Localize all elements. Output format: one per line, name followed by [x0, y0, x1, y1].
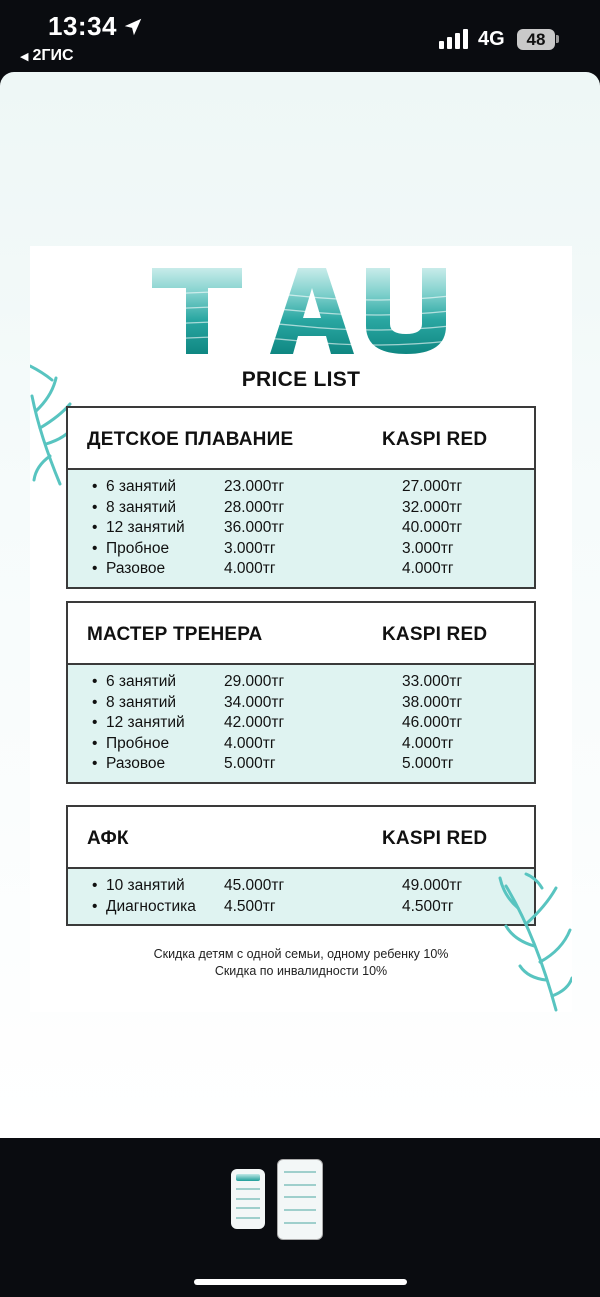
row-price: 3.000тг: [224, 539, 276, 557]
row-label: 6 занятий: [106, 478, 177, 495]
price-row: [68, 478, 534, 499]
back-app-label: 2ГИС: [32, 47, 74, 64]
section-kaspi-label: KASPI RED: [382, 624, 488, 645]
section-header: [68, 408, 534, 470]
section-header: [68, 603, 534, 665]
section-header: [68, 807, 534, 869]
network-type: 4G: [478, 28, 505, 50]
tau-logo: [150, 266, 450, 356]
thumbnail-line: [284, 1184, 316, 1186]
price-row: [68, 519, 534, 540]
row-label: 10 занятий: [106, 877, 185, 894]
row-label: 8 занятий: [106, 693, 177, 711]
section-body: [68, 665, 534, 782]
row-price: 4.000тг: [224, 734, 276, 752]
bullet-icon: •: [92, 897, 98, 915]
row-label: 8 занятий: [106, 498, 177, 516]
thumbnail-2-selected[interactable]: [277, 1159, 323, 1240]
section-title: АФК: [87, 828, 129, 849]
bullet-icon: •: [92, 560, 98, 578]
row-price: 4.500тг: [224, 897, 276, 915]
row-kaspi-price: 4.000тг: [402, 560, 454, 578]
row-kaspi-price: 49.000тг: [402, 877, 463, 894]
row-kaspi-price: 46.000тг: [402, 714, 463, 732]
section-afk: [66, 805, 536, 926]
section-master-trenera: [66, 601, 536, 784]
row-kaspi-price: 38.000тг: [402, 693, 463, 711]
thumbnail-line: [284, 1196, 316, 1198]
section-title: ДЕТСКОЕ ПЛАВАНИЕ: [87, 429, 294, 450]
row-label: Разовое: [106, 560, 166, 578]
bullet-icon: •: [92, 498, 98, 516]
price-row: [68, 560, 534, 581]
row-price: 34.000тг: [224, 693, 285, 711]
bullet-icon: •: [92, 877, 98, 894]
row-label: 12 занятий: [106, 714, 185, 732]
leaf-decoration-right-icon: [496, 866, 572, 1012]
row-label: 12 занятий: [106, 519, 185, 537]
battery-icon: 48: [517, 29, 555, 50]
back-triangle-icon: ◀: [20, 50, 29, 63]
price-row: [68, 735, 534, 756]
back-to-app-button[interactable]: [20, 47, 74, 65]
thumbnail-line: [236, 1207, 260, 1209]
row-kaspi-price: 4.000тг: [402, 734, 454, 752]
row-kaspi-price: 27.000тг: [402, 478, 463, 495]
row-kaspi-price: 3.000тг: [402, 539, 454, 557]
thumbnail-logo: [236, 1174, 260, 1181]
row-kaspi-price: 32.000тг: [402, 498, 463, 516]
row-kaspi-price: 33.000тг: [402, 673, 463, 690]
thumbnail-line: [284, 1222, 316, 1224]
section-detskoe-plavanie: [66, 406, 536, 589]
row-kaspi-price: 5.000тг: [402, 755, 454, 773]
thumbnail-line: [284, 1209, 316, 1211]
thumbnail-line: [236, 1217, 260, 1219]
discount-notes: [30, 946, 572, 980]
section-body: [68, 470, 534, 587]
battery-tip: [556, 35, 559, 43]
price-row: [68, 499, 534, 520]
bullet-icon: •: [92, 755, 98, 773]
bullet-icon: •: [92, 539, 98, 557]
row-label: Разовое: [106, 755, 166, 773]
row-price: 28.000тг: [224, 498, 285, 516]
row-price: 23.000тг: [224, 478, 285, 495]
thumbnail-line: [236, 1188, 260, 1190]
row-price: 29.000тг: [224, 673, 285, 690]
section-kaspi-label: KASPI RED: [382, 429, 488, 450]
price-list-title: PRICE LIST: [241, 368, 361, 391]
price-row: [68, 898, 534, 919]
row-price: 36.000тг: [224, 519, 285, 537]
location-arrow-icon: [122, 16, 144, 38]
row-label: Пробное: [106, 539, 170, 557]
row-label: 6 занятий: [106, 673, 177, 690]
row-price: 42.000тг: [224, 714, 285, 732]
price-row: [68, 694, 534, 715]
bullet-icon: •: [92, 673, 98, 690]
status-bar: [0, 0, 600, 72]
row-kaspi-price: 4.500тг: [402, 897, 454, 915]
section-body: [68, 869, 534, 924]
section-kaspi-label: KASPI RED: [382, 828, 488, 849]
thumbnail-line: [284, 1171, 316, 1173]
thumbnail-1[interactable]: [231, 1169, 265, 1229]
image-viewer[interactable]: [0, 72, 600, 1138]
status-time: 13:34: [48, 11, 117, 41]
price-row: [68, 877, 534, 898]
price-row: [68, 540, 534, 561]
thumbnail-line: [236, 1198, 260, 1200]
bullet-icon: •: [92, 693, 98, 711]
price-row: [68, 755, 534, 776]
row-price: 4.000тг: [224, 560, 276, 578]
row-label: Пробное: [106, 734, 170, 752]
row-label: Диагностика: [106, 897, 196, 915]
note-line: Скидка детям с одной семьи, одному ребенку 10%: [153, 947, 449, 961]
row-kaspi-price: 40.000тг: [402, 519, 463, 537]
bullet-icon: •: [92, 714, 98, 732]
price-list-poster: [30, 246, 572, 1012]
section-title: МАСТЕР ТРЕНЕРА: [87, 624, 263, 645]
row-price: 45.000тг: [224, 877, 285, 894]
bullet-icon: •: [92, 519, 98, 537]
price-row: [68, 673, 534, 694]
note-line: Скидка по инвалидности 10%: [214, 964, 388, 978]
price-row: [68, 714, 534, 735]
bullet-icon: •: [92, 478, 98, 495]
row-price: 5.000тг: [224, 755, 276, 773]
signal-bars-icon: [439, 29, 469, 49]
home-indicator[interactable]: [194, 1279, 407, 1285]
bullet-icon: •: [92, 734, 98, 752]
